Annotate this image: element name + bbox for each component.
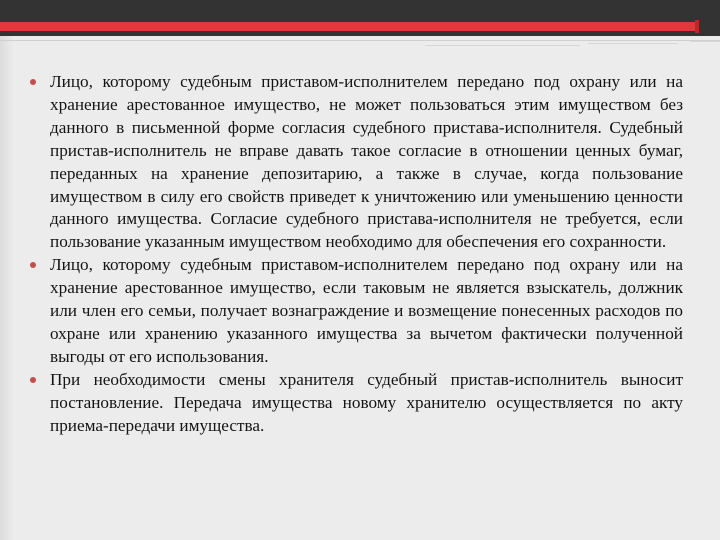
bullet-list [30, 71, 683, 438]
accent-bar-cap [695, 20, 699, 33]
bullet-text: Лицо, которому судебным приставом-исполнителем передано под охрану или на хранение арестованное имущество, если таковым не является взыскатель, должник или член его семьи, получает вознаграждение и возмещение понесенных расходов по охране или хранению указанного имущества за вычетом фактически полученной выгоды от его использования. [50, 255, 683, 366]
bullet-dot-icon [30, 79, 36, 85]
divider-line [0, 40, 720, 41]
bullet-text: При необходимости смены хранителя судебный пристав-исполнитель выносит постановление. Передача имущества новому хранителю осуществляется по акту приема-передачи имущества. [50, 369, 683, 435]
divider-line-segment [690, 41, 720, 42]
bullet-text: Лицо, которому судебным приставом-исполнителем передано под охрану или на хранение арестованное имущество, не может пользоваться этим имуществом без данного в письменной форме согласия судебного пристава-исполнителя. Судебный пристав-исполнитель не вправе давать такое согласие в отношении ценных бумаг, переданных на хранение депозитарию, а также в случае, когда пользование имуществом в силу его свойств приведет к уничтожению или уменьшению ценности данного имущества. Согласие судебного пристава-исполнителя не требуется, если пользование указанным имуществом необходимо для обеспечения его сохранности. [50, 72, 683, 252]
bullet-item [30, 71, 683, 254]
left-shadow [0, 36, 14, 540]
divider-line-segment [425, 45, 580, 46]
bullet-item [30, 369, 683, 438]
divider-line-segment [588, 43, 678, 44]
bullet-dot-icon [30, 377, 36, 383]
bullet-item [30, 254, 683, 369]
accent-bar [0, 22, 695, 31]
bullet-dot-icon [30, 262, 36, 268]
slide-content [30, 71, 683, 438]
